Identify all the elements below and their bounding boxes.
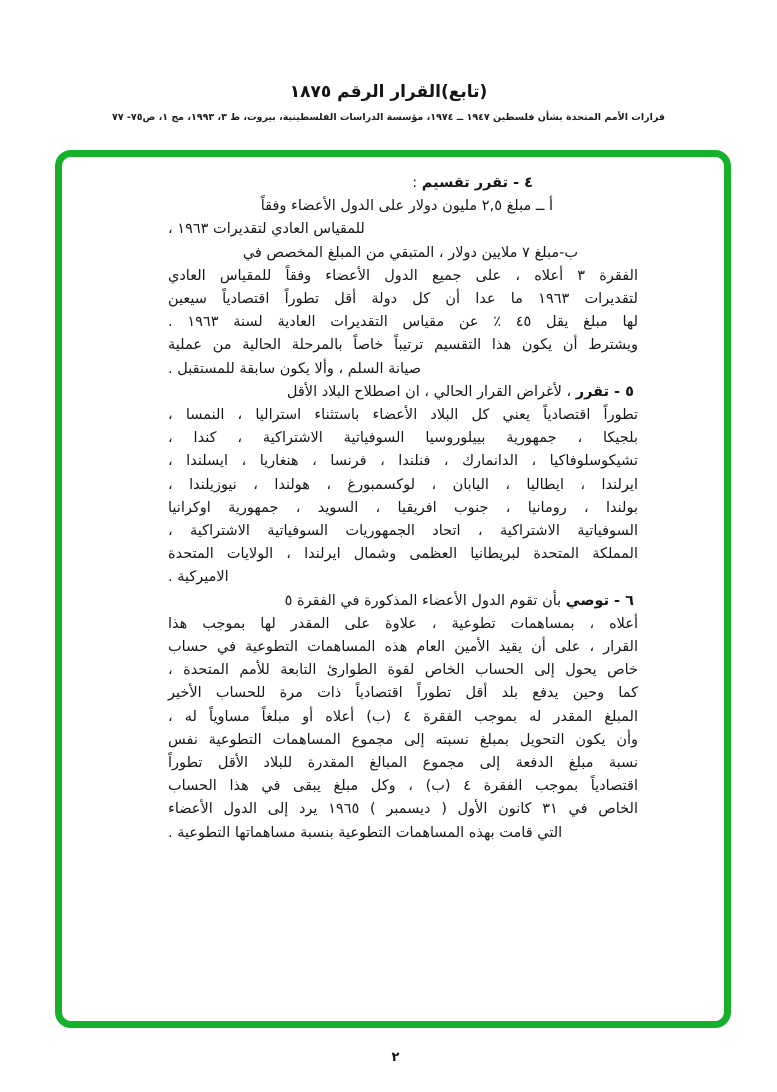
text-segment: الخاص في ٣١ كانون الأول ( ديسمبر ) ١٩٦٥ يرد إلى الدول الأعضاء bbox=[168, 801, 638, 818]
text-line bbox=[168, 822, 638, 845]
text-line bbox=[168, 311, 638, 334]
page-title: (تابع)القرار الرقم ١٨٧٥ bbox=[289, 82, 488, 102]
page-number: ٢ bbox=[391, 1050, 400, 1065]
text-line bbox=[168, 450, 638, 473]
text-segment: كما وحين يدفع بلد أقل تطوراً اقتصادياً ذات مرة للحساب الأخير bbox=[168, 685, 638, 702]
text-segment: السوفياتية الاشتراكية ، اتحاد الجمهوريات السوفياتية الاشتراكية ، bbox=[168, 523, 638, 540]
text-segment: ، لأغراض القرار الحالي ، ان اصطلاح البلاد الأقل bbox=[286, 383, 576, 400]
text-segment: المملكة المتحدة لبريطانيا العظمى وشمال ايرلندا ، الولايات المتحدة bbox=[168, 546, 638, 563]
text-segment: تشيكوسلوفاكيا ، الدانمارك ، فنلندا ، فرنسا ، هنغاريا ، ايسلندا ، bbox=[168, 453, 638, 470]
text-segment: وأن يكون التحويل بمبلغ نسبته إلى مجموع المساهمات التطوعية نفس bbox=[168, 731, 638, 748]
text-segment: : bbox=[412, 175, 422, 191]
text-segment: نسبة مبلغ الدفعة إلى مجموع المبالغ المقدرة للبلاد الأقل تطوراً bbox=[168, 755, 638, 772]
text-segment: بأن تقوم الدول الأعضاء المذكورة في الفقرة ٥ bbox=[284, 592, 566, 609]
text-segment: ويشترط أن يكون هذا التقسيم ترتيباً خاصاً بالمرحلة الحالية من عملية bbox=[168, 337, 638, 354]
text-line bbox=[168, 497, 638, 520]
text-segment: بلجيكا ، جمهورية بييلوروسيا السوفياتية الاشتراكية ، كندا ، bbox=[168, 430, 638, 447]
bold-text-segment: ٥ - تقرر bbox=[575, 383, 634, 400]
text-segment: المبلغ المقدر له بموجب الفقرة ٤ (ب) أعلاه أو مبلغاً مساوياً له ، bbox=[168, 708, 639, 725]
text-line bbox=[168, 358, 638, 381]
text-segment: التي قامت بهذه المساهمات التطوعية بنسبة مساهماتها التطوعية . bbox=[168, 824, 563, 841]
text-segment: الاميركية . bbox=[168, 569, 229, 586]
text-line bbox=[168, 752, 638, 775]
text-segment: لها مبلغ يقل ٤٥ ٪ عن مقياس التقديرات العادية لسنة ١٩٦٣ . bbox=[168, 314, 639, 331]
text-line bbox=[168, 775, 638, 798]
text-line bbox=[168, 334, 638, 357]
text-segment: أعلاه ، بمساهمات تطوعية ، علاوة على المقدر لها بموجب هذا bbox=[168, 615, 638, 632]
text-segment: القرار ، على أن يقيد الأمين العام هذه المساهمات التطوعية في حساب bbox=[168, 639, 638, 656]
text-line bbox=[168, 520, 638, 543]
text-line bbox=[168, 242, 638, 265]
text-segment: اقتصادياً بموجب الفقرة ٤ (ب) ، وكل مبلغ يبقى في هذا الحساب bbox=[168, 778, 639, 795]
text-line bbox=[168, 659, 638, 682]
text-line bbox=[168, 566, 638, 589]
text-line bbox=[168, 613, 638, 636]
text-line bbox=[168, 427, 638, 450]
text-line bbox=[168, 798, 638, 821]
text-line bbox=[168, 474, 638, 497]
text-segment: أ ــ مبلغ ٢,٥ مليون دولار على الدول الأعضاء وفقاً bbox=[260, 198, 553, 215]
text-line bbox=[168, 195, 638, 218]
text-segment: للمقياس العادي لتقديرات ١٩٦٣ ، bbox=[168, 221, 365, 238]
text-segment: خاص يحول إلى الحساب الخاص لقوة الطوارئ التابعة للأمم المتحدة ، bbox=[168, 662, 638, 679]
text-line bbox=[168, 381, 638, 404]
source-citation: قرارات الأمم المتحدة بشأن فلسطين ١٩٤٧ ــ ١٩٧٤، مؤسسة الدراسات الفلسطينية، بيروت، ط ٣، ١٩٩٣، مج ١، ص٧٥- ٧٧ bbox=[112, 112, 665, 123]
bold-text-segment: ٤ - تقرر تقسيم bbox=[421, 175, 533, 191]
text-line bbox=[168, 288, 638, 311]
text-line bbox=[168, 265, 638, 288]
text-line bbox=[168, 543, 638, 566]
text-line bbox=[168, 172, 638, 195]
bold-text-segment: ٦ - توصي bbox=[565, 592, 634, 609]
text-line bbox=[168, 636, 638, 659]
text-segment: لتقديرات ١٩٦٣ ما عدا أن كل دولة أقل تطوراً اقتصادياً سيعين bbox=[168, 291, 638, 308]
text-segment: صيانة السلم ، وألا يكون سابقة للمستقبل . bbox=[168, 360, 422, 377]
text-segment: ايرلندا ، ايطاليا ، اليابان ، لوكسمبورغ ، هولندا ، نيوزيلندا ، bbox=[168, 476, 638, 493]
text-segment: بولندا ، رومانيا ، جنوب افريقيا ، السويد ، جمهورية اوكرانيا bbox=[168, 499, 638, 516]
text-line bbox=[168, 682, 638, 705]
text-line bbox=[168, 218, 638, 241]
text-segment: الفقرة ٣ أعلاه ، على جميع الدول الأعضاء وفقاً للمقياس العادي bbox=[168, 267, 638, 284]
text-segment: ب-مبلغ ٧ ملايين دولار ، المتبقي من المبلغ المخصص في bbox=[242, 244, 578, 261]
text-line bbox=[168, 706, 638, 729]
text-line bbox=[168, 404, 638, 427]
text-line bbox=[168, 590, 638, 613]
text-line bbox=[168, 729, 638, 752]
text-segment: تطوراً اقتصادياً يعني كل البلاد الأعضاء باستثناء استراليا ، النمسا ، bbox=[168, 407, 638, 424]
document-body bbox=[168, 172, 638, 845]
